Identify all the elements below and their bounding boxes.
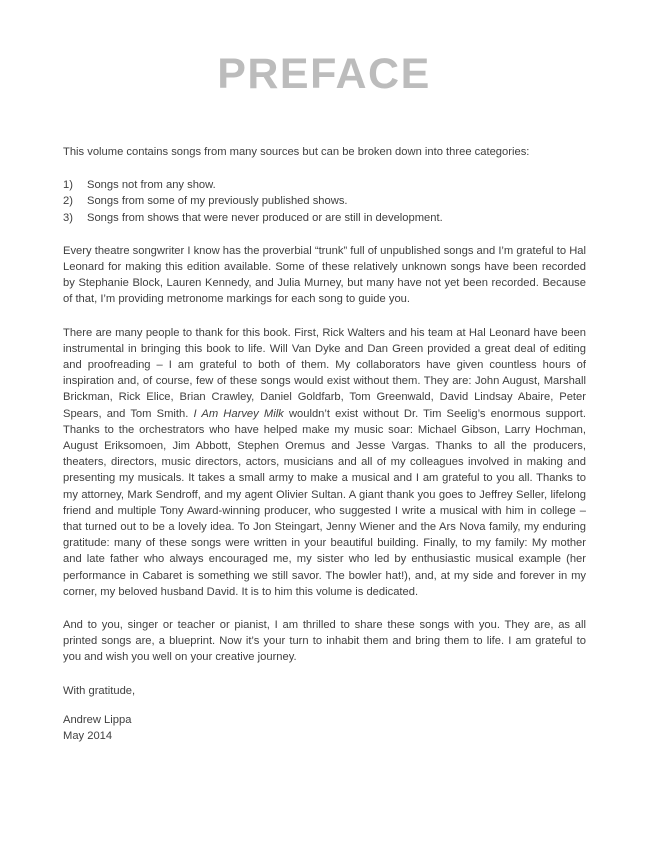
page-title: PREFACE — [217, 50, 431, 98]
list-item — [63, 210, 586, 226]
signature-block — [63, 712, 586, 744]
intro-paragraph: This volume contains songs from many sources but can be broken down into three categories: — [63, 146, 530, 158]
categories-list — [63, 177, 586, 226]
list-item — [63, 177, 586, 193]
author-name: Andrew Lippa — [63, 713, 132, 726]
trunk-paragraph: Every theatre songwriter I know has the proverbial “trunk” full of unpublished songs and I’m grateful to Hal Leonard for making this edition available. Some of these relatively unknown songs have been recorded by Stephanie Block, Lauren Kennedy, and Julia Murney, but many have not yet been recorded. Because of that, I’m providing metronome markings for each song to guide you. — [63, 244, 586, 306]
valediction: With gratitude, — [63, 684, 136, 697]
list-item — [63, 193, 586, 209]
list-item-number: 3) — [63, 211, 73, 224]
thanks-paragraph: There are many people to thank for this book. First, Rick Walters and his team at Hal Leonard have been instrumental in bringing this book to life. Will Van Dyke and Dan Green provided a great deal of editing and proofreading – I am grateful to both of them. My collaborators have given countless hours of inspiration and, of course, few of these songs would exist without them. They are: John August, Marshall Brickman, Rick Elice, Brian Crawley, Daniel Goldfarb, Tom Greenwald, David Lindsay Abaire, Peter Spears, and Tom Smith. I Am Harvey Milk wouldn’t exist without Dr. Tim Seelig’s enormous support. Thanks to the orchestrators who have helped make my music soar: Michael Gibson, Larry Hochman, August Eriksomoen, Jim Abbott, Stephen Oremus and Jesse Vargas. Thanks to all the producers, theaters, directors, music directors, actors, musicians and all of my colleagues involved in making and presenting my musicals. It takes a small army to make a musical and I am grateful to you all. Thanks to my attorney, Mark Sendroff, and my agent Olivier Sultan. A giant thank you goes to Jeffrey Seller, lifelong friend and multiple Tony Award-winning producer, who suggested I write a musical with him in college – that turned out to be a lovely idea. To Jon Steingart, Jenny Wiener and the Ars Nova family, my enduring gratitude: many of these songs were written in your beautiful building. Finally, to my family: My mother and late father who always encouraged me, my sister who led by enthusiastic musical example (her performance in Cabaret is something we still savor. The bowler hat!), and, at my side and forever in my corner, my beloved husband David. It is to him this volume is dedicated. — [63, 326, 587, 598]
list-item-number: 2) — [63, 195, 73, 208]
list-item-text: Songs not from any show. — [87, 179, 216, 192]
list-item-number: 1) — [63, 179, 73, 192]
signature-date: May 2014 — [63, 730, 113, 743]
page-content — [63, 144, 586, 744]
list-item-text: Songs from shows that were never produced or are still in development. — [87, 211, 443, 224]
closing-paragraph: And to you, singer or teacher or pianist, I am thrilled to share these songs with you. They are, as all printed songs are, a blueprint. Now it’s your turn to inhabit them and bring them to life. I am grateful to you and wish you well on your creative journey. — [63, 619, 586, 664]
list-item-text: Songs from some of my previously published shows. — [87, 195, 348, 208]
